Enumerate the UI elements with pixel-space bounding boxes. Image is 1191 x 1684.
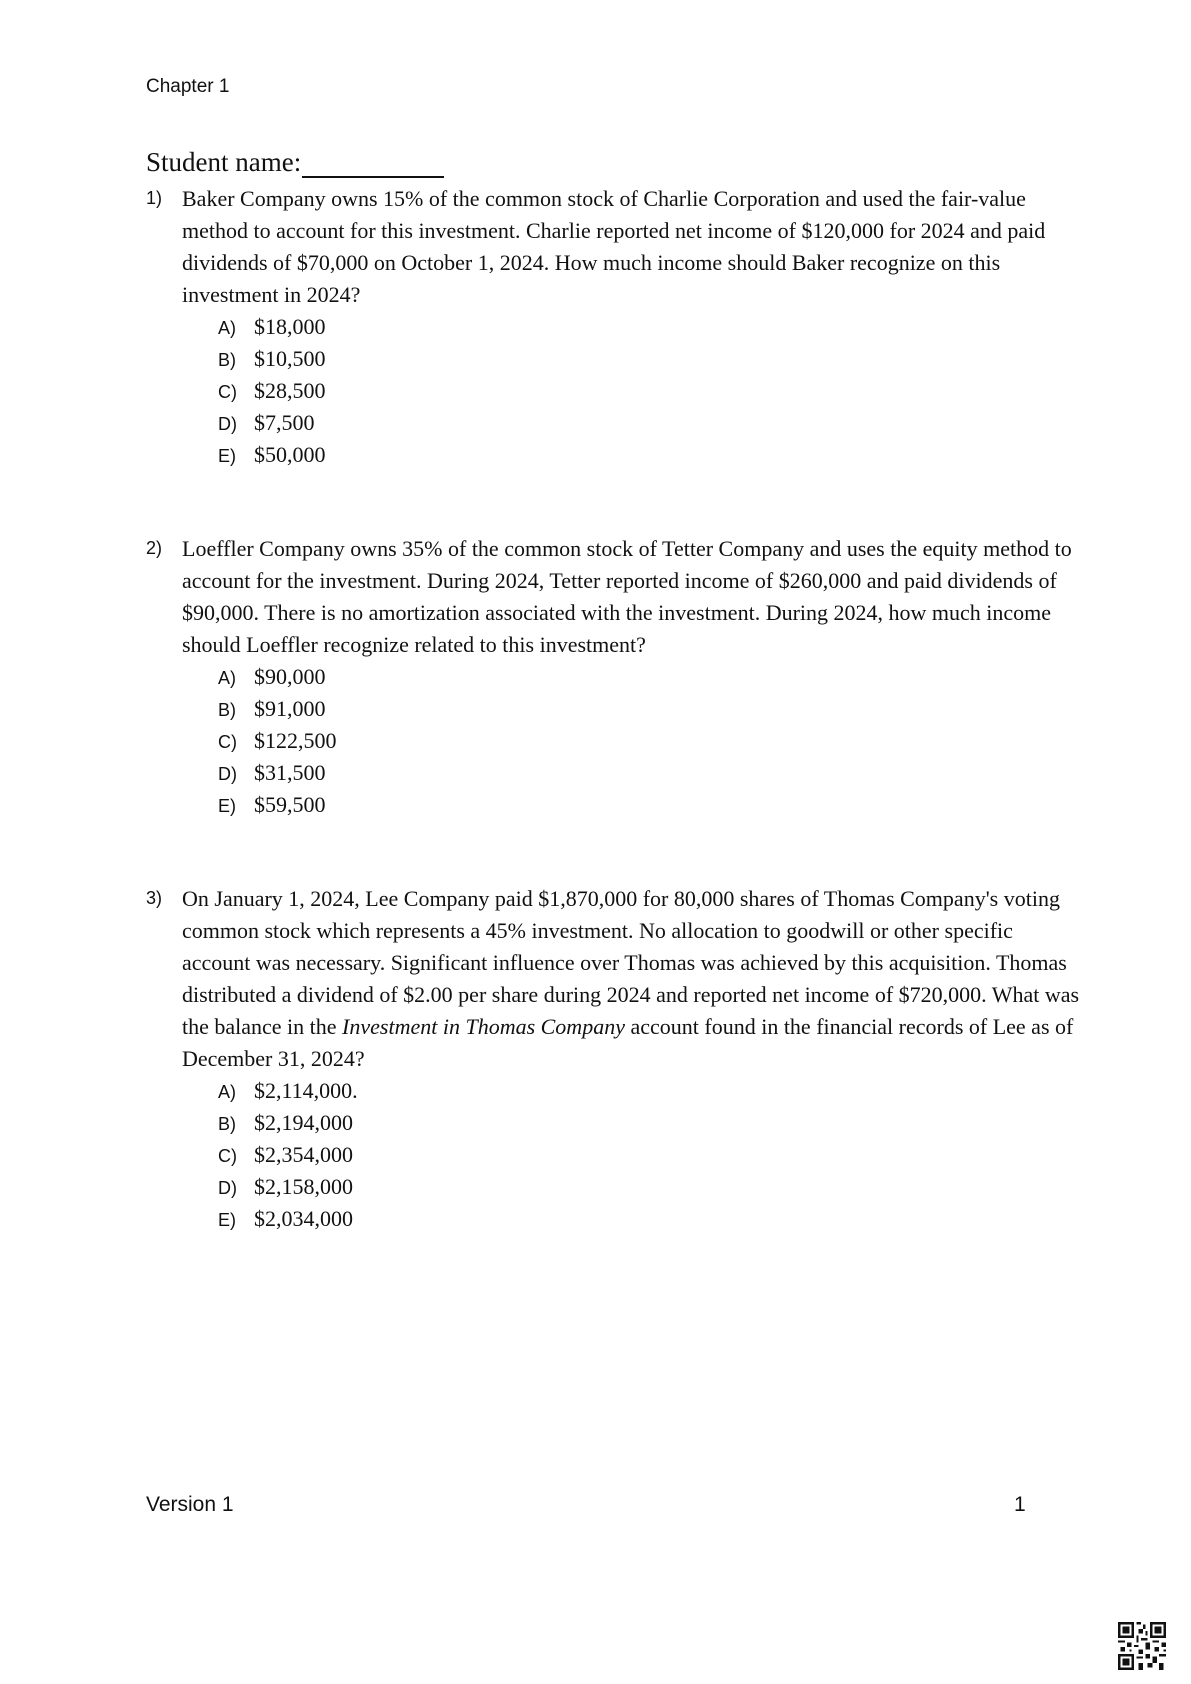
option-value: $91,000	[254, 696, 326, 721]
option-letter: A)	[218, 318, 236, 338]
option-letter: C)	[218, 1146, 237, 1166]
answer-option-b	[218, 343, 1086, 375]
answer-option-a	[218, 1075, 1086, 1107]
question-number: 3)	[146, 888, 163, 908]
option-value: $59,500	[254, 792, 326, 817]
option-value: $122,500	[254, 728, 337, 753]
option-letter: A)	[218, 668, 236, 688]
answer-options	[218, 311, 1086, 471]
question-text-italic: Investment in Thomas Company	[342, 1014, 625, 1039]
answer-option-c	[218, 375, 1086, 407]
question-text-part: account found in the financial records of Lee as of December 31, 2024?	[182, 1014, 1074, 1071]
option-value: $31,500	[254, 760, 326, 785]
student-name-blank	[302, 150, 444, 178]
chapter-header: Chapter 1	[146, 76, 230, 97]
question-2	[146, 533, 1086, 821]
question-1	[146, 183, 1086, 471]
answer-options	[218, 1075, 1086, 1235]
option-value: $2,034,000	[254, 1206, 353, 1231]
question-text: Baker Company owns 15% of the common stock of Charlie Corporation and used the fair-value method to account for this investment. Charlie reported net income of $120,000 for 2024 and paid dividends of $70,000 on October 1, 2024. How much income should Baker recognize on this investment in 2024?	[182, 186, 1046, 307]
option-value: $10,500	[254, 346, 326, 371]
option-letter: D)	[218, 414, 237, 434]
answer-option-b	[218, 1107, 1086, 1139]
option-letter: C)	[218, 382, 237, 402]
answer-option-d	[218, 757, 1086, 789]
answer-option-e	[218, 789, 1086, 821]
option-letter: E)	[218, 446, 236, 466]
question-text	[182, 883, 1086, 1075]
version-label: Version 1	[146, 1493, 234, 1516]
option-letter: E)	[218, 1210, 236, 1230]
option-letter: E)	[218, 796, 236, 816]
answer-option-e	[218, 439, 1086, 471]
question-number: 2)	[146, 538, 163, 558]
option-letter: D)	[218, 1178, 237, 1198]
option-letter: C)	[218, 732, 237, 752]
qr-code-icon	[1118, 1622, 1166, 1670]
student-name-label: Student name:	[146, 147, 302, 177]
option-value: $2,158,000	[254, 1174, 353, 1199]
option-letter: A)	[218, 1082, 236, 1102]
option-value: $90,000	[254, 664, 326, 689]
question-3	[146, 883, 1086, 1235]
answer-options	[218, 661, 1086, 821]
option-letter: B)	[218, 700, 236, 720]
option-value: $2,194,000	[254, 1110, 353, 1135]
question-text-part: On January 1, 2024, Lee Company paid $1,870,000 for 80,000 shares of Thomas Company's voting common stock which represents a 45% investment. No allocation to goodwill or other specific account was necessary. Significant influence over Thomas was achieved by this acquisition. Thomas distributed a dividend of $2.00 per share during 2024 and reported net income of $720,000. What was the balance in the	[182, 886, 1080, 1039]
option-value: $2,114,000.	[254, 1078, 358, 1103]
answer-option-d	[218, 1171, 1086, 1203]
option-letter: D)	[218, 764, 237, 784]
option-value: $50,000	[254, 442, 326, 467]
question-number: 1)	[146, 188, 163, 208]
option-value: $28,500	[254, 378, 326, 403]
answer-option-d	[218, 407, 1086, 439]
answer-option-e	[218, 1203, 1086, 1235]
answer-option-a	[218, 661, 1086, 693]
question-text: Loeffler Company owns 35% of the common stock of Tetter Company and uses the equity method to account for the investment. During 2024, Tetter reported income of $260,000 and paid dividends of $90,000. There is no amortization associated with the investment. During 2024, how much income should Loeffler recognize related to this investment?	[182, 536, 1072, 657]
option-letter: B)	[218, 1114, 236, 1134]
answer-option-c	[218, 725, 1086, 757]
answer-option-a	[218, 311, 1086, 343]
answer-option-b	[218, 693, 1086, 725]
option-value: $18,000	[254, 314, 326, 339]
option-value: $7,500	[254, 410, 315, 435]
option-value: $2,354,000	[254, 1142, 353, 1167]
option-letter: B)	[218, 350, 236, 370]
answer-option-c	[218, 1139, 1086, 1171]
page-number: 1	[1014, 1493, 1026, 1516]
student-name-field	[146, 147, 444, 178]
